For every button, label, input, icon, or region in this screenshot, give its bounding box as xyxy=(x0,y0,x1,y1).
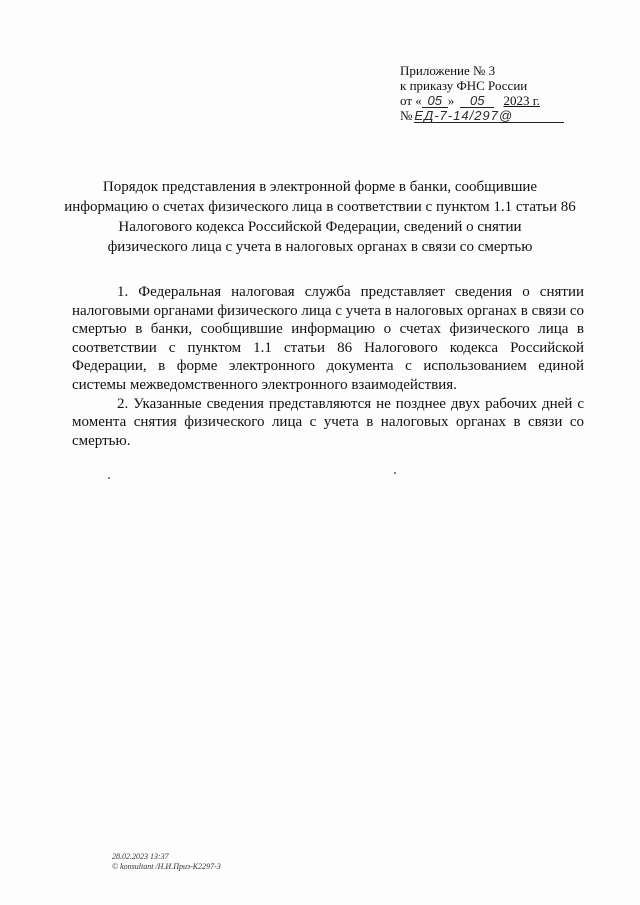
title-line: информацию о счетах физического лица в соответствии с пунктом 1.1 статьи 86 xyxy=(64,199,576,215)
scan-speck xyxy=(108,477,110,479)
date-year: 2023 г. xyxy=(503,93,540,108)
footer-timestamp: 28.02.2023 13:37 xyxy=(112,852,169,861)
title-line: физического лица с учета в налоговых органах в связи со смертью xyxy=(107,239,533,255)
date-month-handwritten: 05 xyxy=(460,94,494,108)
appendix-number: Приложение № 3 xyxy=(400,63,496,78)
title-line: Порядок представления в электронной форме в банки, сообщившие xyxy=(102,179,538,195)
document-footer xyxy=(112,852,221,872)
appendix-order-reference: к приказу ФНС России xyxy=(400,78,528,93)
paragraph-2: 2. Указанные сведения представляются не позднее двух рабочих дней с момента снятия физического лица с учета в налоговых органах в связи со смертью. xyxy=(72,395,584,449)
date-day-handwritten: 05 xyxy=(422,94,448,108)
paragraph-1: 1. Федеральная налоговая служба представляет сведения о снятии налоговыми органами физического лица с учета в налоговых органах в связи со смертью в банки, сообщившие информацию о счетах физического лица в соответствии с пунктом 1.1 статьи 86 Налогового кодекса Российской Федерации, в форме электронного документа с использованием единой системы межведомственного электронного взаимодействия. xyxy=(72,284,584,393)
appendix-order-number xyxy=(400,108,580,123)
document-body xyxy=(72,283,584,450)
appendix-header xyxy=(400,63,580,123)
document-title xyxy=(60,177,580,257)
order-number-handwritten: ЕД-7-14/297@ xyxy=(414,109,564,123)
date-separator: » xyxy=(447,93,455,108)
number-prefix: № xyxy=(400,108,413,123)
scan-speck xyxy=(394,472,396,474)
appendix-date xyxy=(400,93,580,108)
footer-file-reference: © konsultant /Н.И.Приз-К2297-3 xyxy=(112,862,221,871)
date-prefix: от « xyxy=(400,93,422,108)
title-line: Налогового кодекса Российской Федерации, сведений о снятии xyxy=(118,219,522,235)
